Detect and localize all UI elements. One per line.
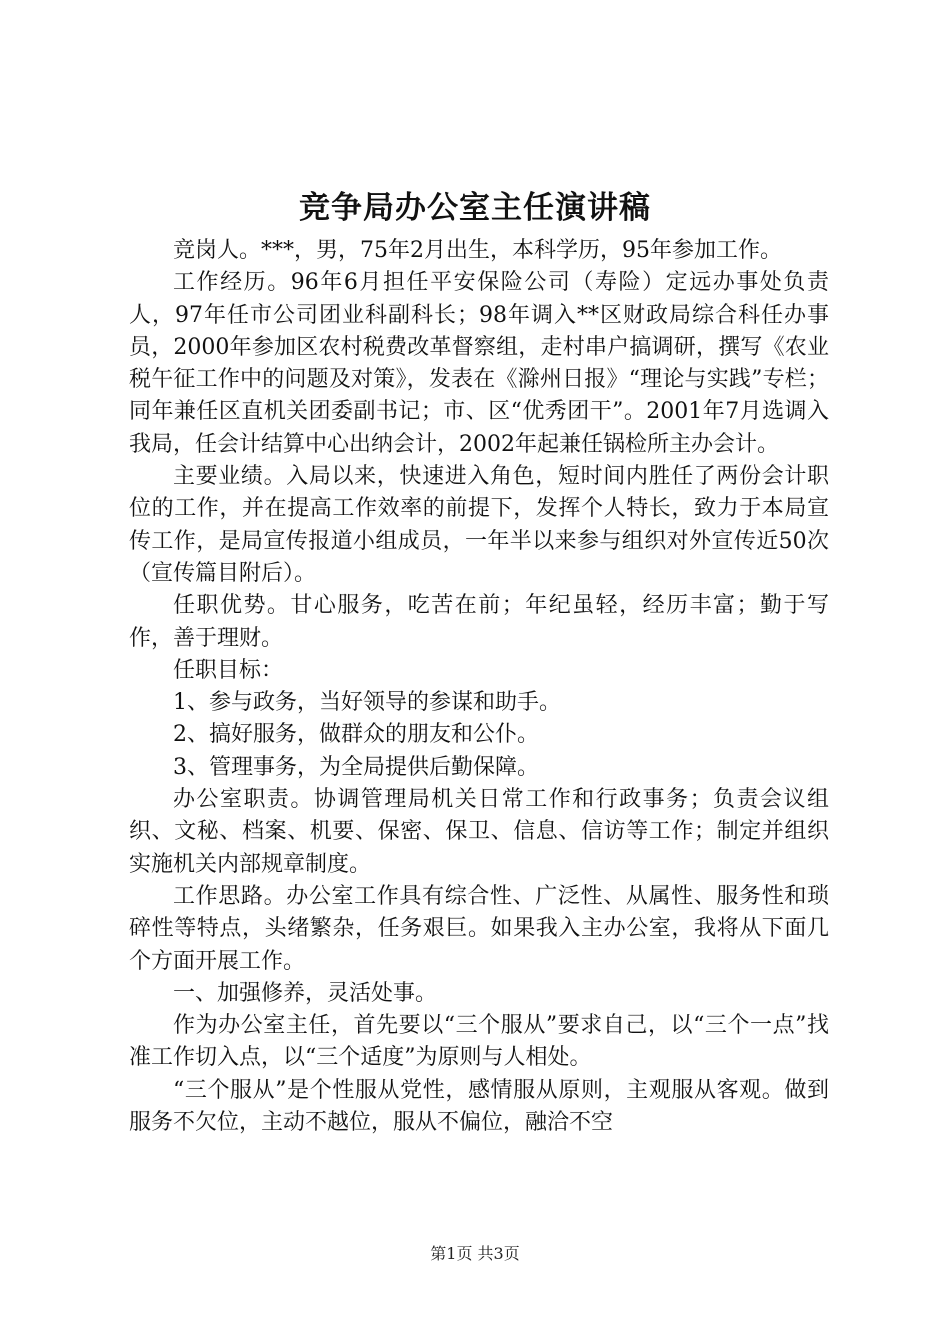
paragraph-candidate-intro: 竞岗人。***，男，75年2月出生，本科学历，95年参加工作。 [173,238,782,263]
paragraph-three-obey: “三个服从”是个性服从党性，感情服从原则，主观服从客观。做到服务不欠位，主动不越位，服从不偏位，融洽不空 [129,1077,829,1136]
paragraph-section-1-text: 作为办公室主任，首先要以“三个服从”要求自己，以“三个一点”找准工作切入点，以“三个适度”为原则与人相处。 [129,1013,829,1071]
paragraph-goal-2: 2、搞好服务，做群众的朋友和公仆。 [173,722,539,748]
paragraph-goals-heading: 任职目标： [173,657,284,683]
paragraph-work-plan: 工作思路。办公室工作具有综合性、广泛性、从属性、服务性和琐碎性等特点，头绪繁杂，任务艰巨。如果我入主办公室，我将从下面几个方面开展工作。 [129,883,829,974]
page-footer: 第1页 共3页 [430,1244,520,1263]
document-title: 竞争局办公室主任演讲稿 [299,190,651,226]
paragraph-work-experience: 工作经历。96年6月担任平安保险公司（寿险）定远办事处负责人，97年任市公司团业科副科长；98年调入**区财政局综合科任办事员，2000年参加区农村税费改革督察组，走村串户搞调研，撰写《农业税午征工作中的问题及对策》，发表在《滁州日报》“理论与实践”专栏；同年兼任区直机关团委副书记；市、区“优秀团干”。2001年7月选调入我局，任会计结算中心出纳会计，2002年起兼任锅检所主办会计。 [129,270,829,457]
paragraph-office-duties: 办公室职责。协调管理局机关日常工作和行政事务；负责会议组织、文秘、档案、机要、保密、保卫、信息、信访等工作；制定并组织实施机关内部规章制度。 [129,787,829,877]
paragraph-goal-3: 3、管理事务，为全局提供后勤保障。 [173,754,539,780]
paragraph-section-1-heading: 一、加强修养，灵活处事。 [173,980,438,1006]
paragraph-goal-1: 1、参与政务，当好领导的参谋和助手。 [173,690,561,716]
paragraph-advantages: 任职优势。甘心服务，吃苦在前；年纪虽轻，经历丰富；勤于写作，善于理财。 [129,593,829,651]
document-body [129,235,829,1139]
paragraph-achievements: 主要业绩。入局以来，快速进入角色，短时间内胜任了两份会计职位的工作，并在提高工作效率的前提下，发挥个人特长，致力于本局宣传工作，是局宣传报道小组成员，一年半以来参与组织对外宣传近50次（宣传篇目附后）。 [129,464,829,586]
